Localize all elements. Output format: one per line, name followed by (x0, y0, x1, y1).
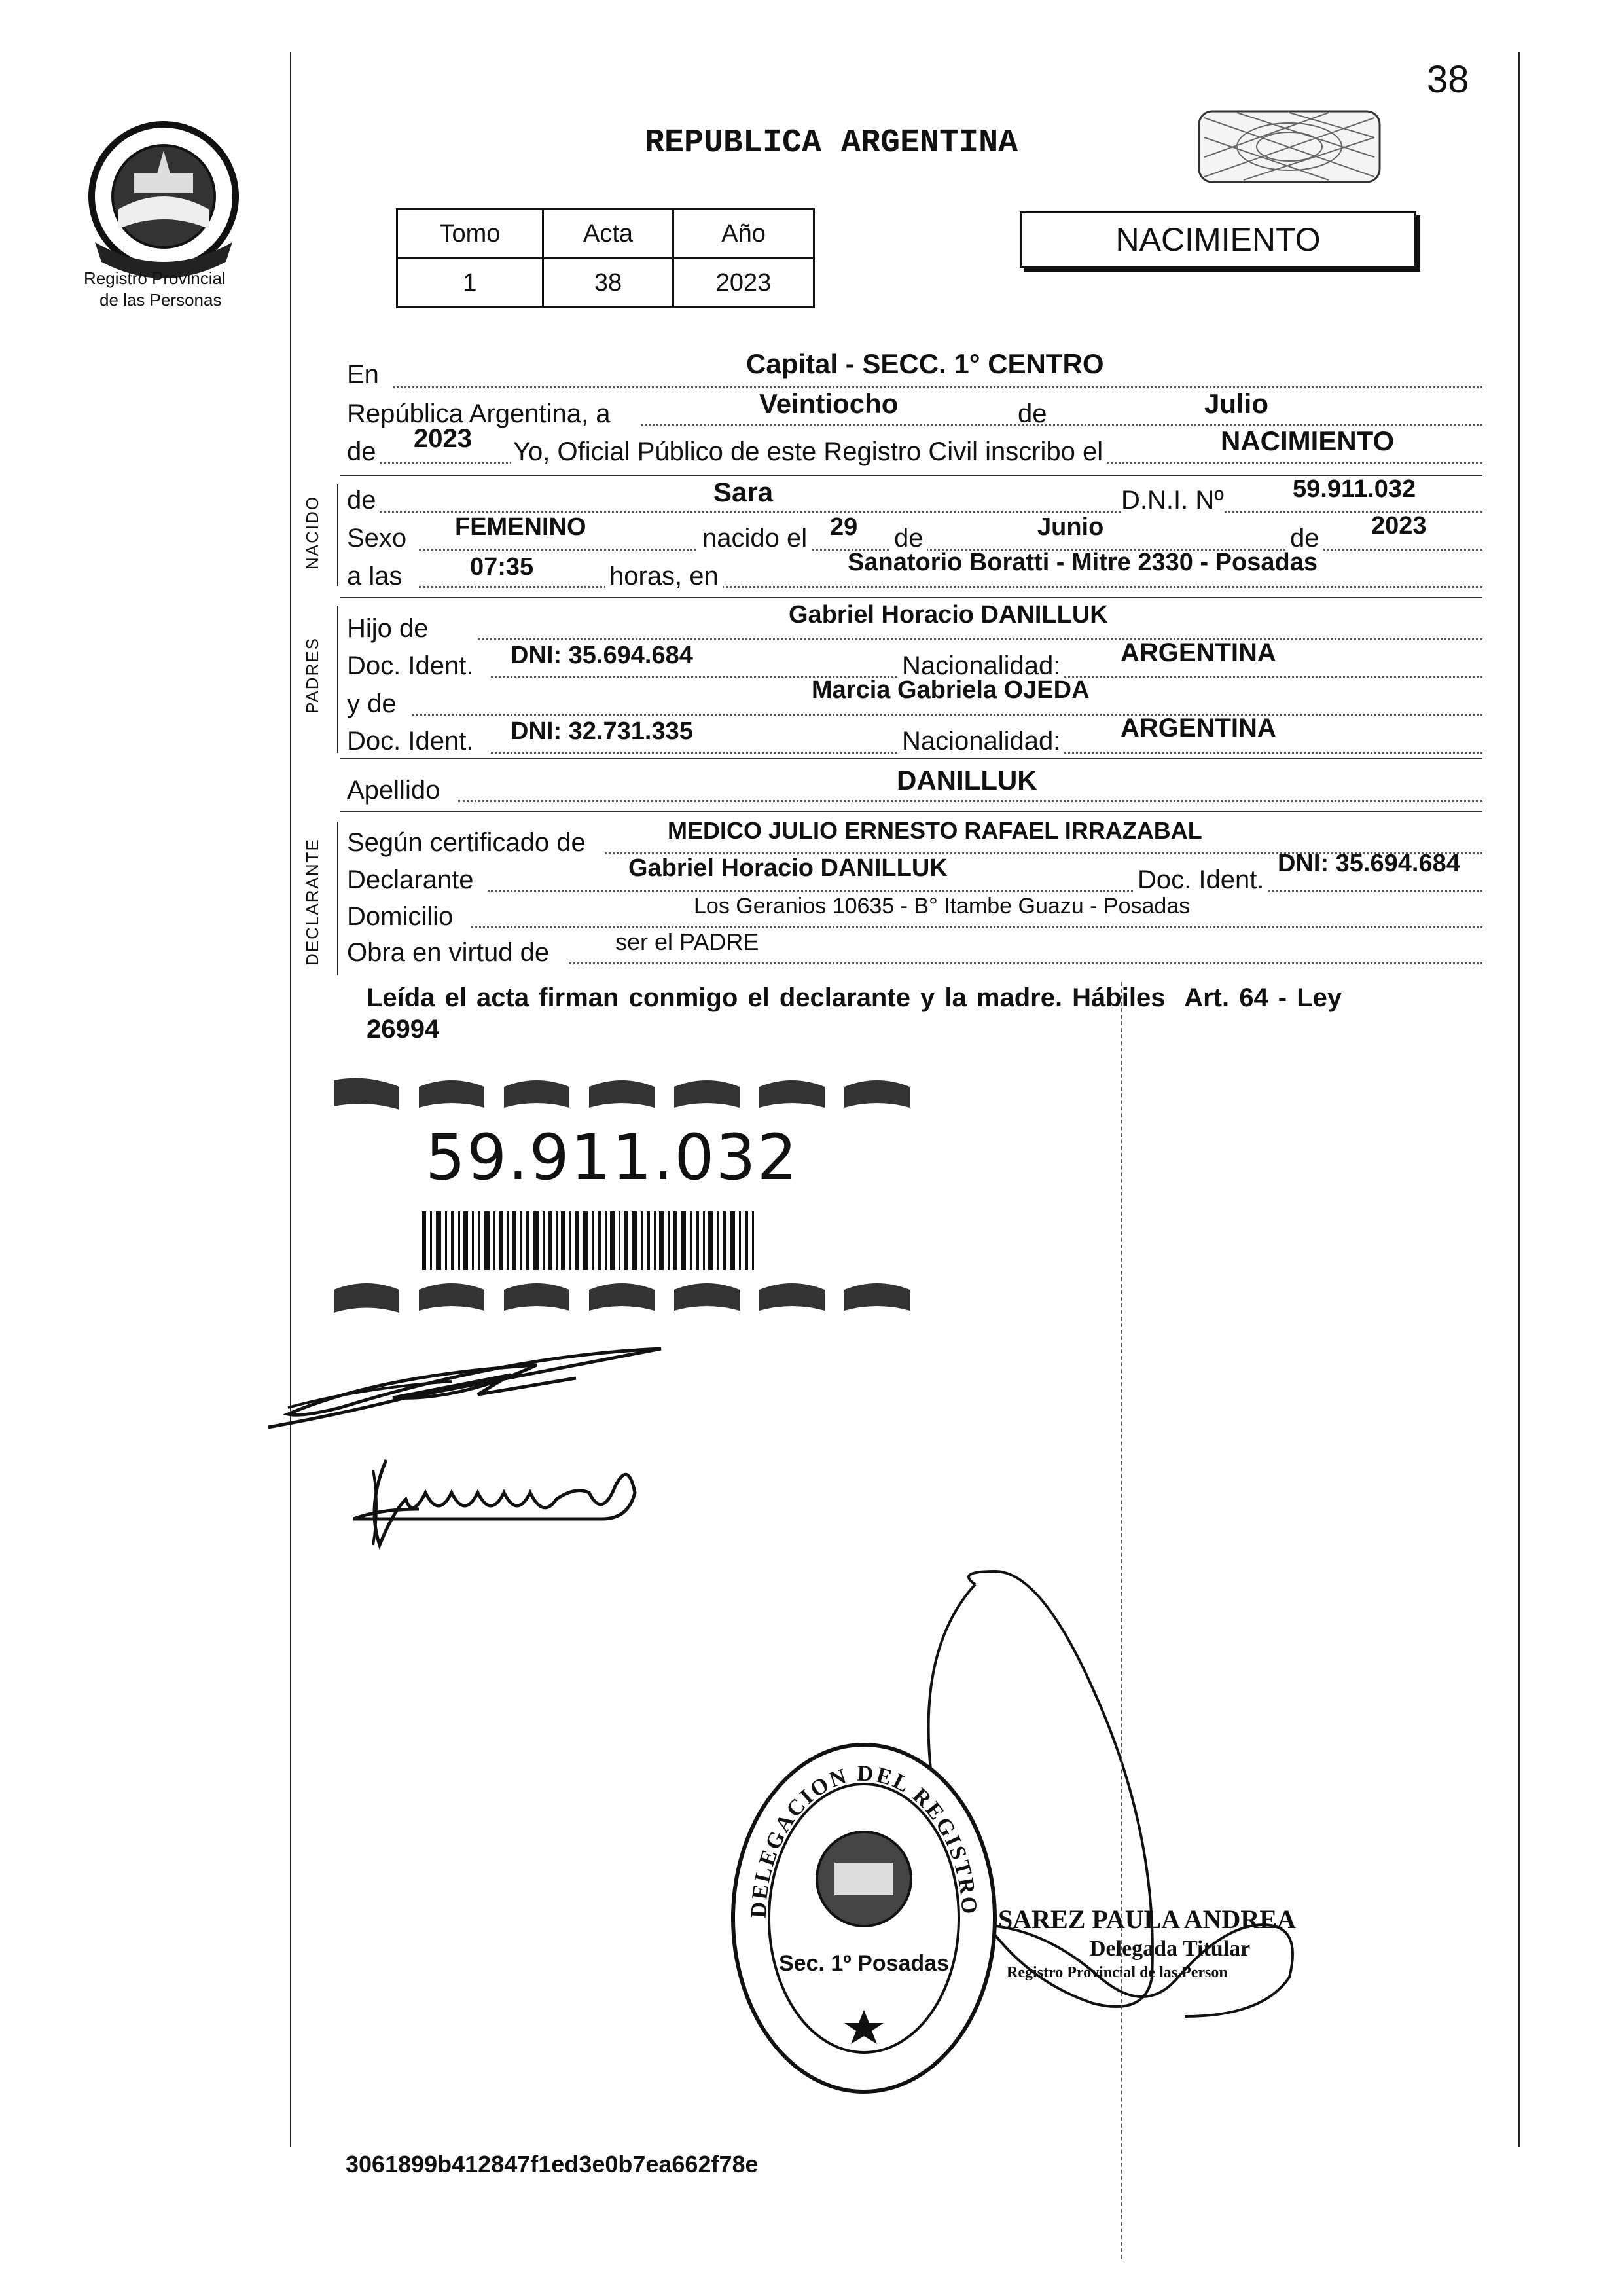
acta-value: 38 (543, 259, 673, 308)
acta-header: Acta (543, 210, 673, 259)
en-label: En (347, 360, 379, 389)
father-doc-value: DNI: 35.694.684 (511, 642, 693, 669)
place-value: Capital - SECC. 1° CENTRO (746, 348, 1104, 379)
right-margin-line (1518, 52, 1520, 2147)
org-name-line2: de las Personas (99, 290, 222, 310)
address-value: Los Geranios 10635 - B° Itambe Guazu - Posadas (694, 894, 1191, 919)
section-bracket (337, 606, 338, 753)
id-sticker (327, 1074, 916, 1322)
official-seal (726, 1735, 1001, 2102)
father-nationality-value: ARGENTINA (1121, 638, 1276, 667)
sexo-label: Sexo (347, 524, 407, 553)
section-bracket (337, 822, 338, 975)
nacionalidad-label: Nacionalidad: (898, 727, 1064, 756)
dotted-line (380, 511, 1482, 513)
declarant-doc-value: DNI: 35.694.684 (1278, 850, 1460, 877)
registry-table-value-row (397, 259, 814, 308)
doc-ident-label: Doc. Ident. (347, 727, 474, 756)
certificate-value: MEDICO JULIO ERNESTO RAFAEL IRRAZABAL (668, 817, 1202, 844)
registry-table (396, 208, 815, 308)
middle-dashed-line (1121, 982, 1122, 2259)
act-value: NACIMIENTO (1221, 426, 1395, 456)
year-value: 2023 (414, 424, 472, 453)
sticker-number: 59.911.032 (425, 1121, 798, 1194)
dotted-line (393, 386, 1482, 388)
registry-table-header-row (397, 210, 814, 259)
sticker-pattern (327, 1074, 916, 1322)
seal-inner-text: Sec. 1º Posadas (778, 1951, 950, 1976)
province-logo (79, 111, 249, 282)
de-label: de (890, 524, 927, 553)
month-value: Julio (1204, 388, 1269, 419)
officer-text: Yo, Oficial Público de este Registro Civil inscribo el (511, 437, 1105, 467)
republica-label: República Argentina, a (347, 399, 611, 428)
nacionalidad-label: Nacionalidad: (898, 651, 1064, 681)
divider (340, 758, 1482, 759)
nacido-de-label: de (347, 486, 376, 515)
closing-line-1: Leída el acta firman conmigo el declarante y la madre. Hábiles Art. 64 - Ley (367, 983, 1342, 1012)
section-bracket (337, 484, 338, 586)
mother-doc-value: DNI: 32.731.335 (511, 718, 693, 745)
dotted-line (478, 638, 1482, 640)
nacido-section-label: NACIDO (302, 495, 322, 570)
dotted-line (419, 586, 1482, 588)
dni-label: D.N.I. Nº (1121, 486, 1224, 515)
left-margin-line (290, 52, 291, 2147)
y-de-label: y de (347, 689, 397, 718)
page-number: 38 (1427, 58, 1469, 101)
doc-ident-label: Doc. Ident. (1134, 866, 1268, 895)
anio-header: Año (673, 210, 814, 259)
stamp-name: SAREZ PAULA ANDREA (998, 1904, 1296, 1934)
dotted-line (569, 962, 1482, 964)
a-las-label: a las (347, 562, 403, 591)
act-type-box (1020, 211, 1416, 268)
tomo-value: 1 (397, 259, 543, 308)
page-title: REPUBLICA ARGENTINA (645, 124, 1018, 162)
declarant-name-value: Gabriel Horacio DANILLUK (628, 854, 948, 882)
obra-label: Obra en virtud de (347, 938, 550, 967)
org-name-line1: Registro Provincial (84, 268, 226, 288)
time-value: 07:35 (470, 553, 534, 581)
seal-ring-text: DELEGACION DEL REGISTRO (746, 1761, 982, 1919)
doc-ident-label: Doc. Ident. (347, 651, 474, 680)
act-type-label: NACIMIENTO (1115, 221, 1321, 258)
nacido-el-label: nacido el (698, 524, 811, 553)
birth-day-value: 29 (830, 513, 858, 541)
mother-nationality-value: ARGENTINA (1121, 714, 1276, 742)
surname-value: DANILLUK (897, 765, 1037, 795)
divider (340, 597, 1482, 598)
declarante-section-label: DECLARANTE (302, 838, 322, 966)
sex-value: FEMENINO (455, 513, 586, 541)
mother-signature (327, 1447, 668, 1558)
divider (340, 811, 1482, 812)
de-label: de (1018, 399, 1047, 428)
dotted-line (412, 714, 1482, 716)
padres-section-label: PADRES (302, 637, 322, 714)
day-words-value: Veintiocho (759, 388, 899, 419)
hijo-de-label: Hijo de (347, 614, 429, 643)
dotted-line (488, 890, 1482, 892)
certificado-label: Según certificado de (347, 828, 586, 857)
mother-name-value: Marcia Gabriela OJEDA (812, 676, 1090, 704)
closing-line-2: 26994 (367, 1015, 440, 1044)
de-label: de (347, 437, 376, 466)
stamp-org: Registro Provincial de las Person (1007, 1964, 1228, 1981)
birth-place-value: Sanatorio Boratti - Mitre 2330 - Posadas (848, 549, 1318, 576)
declarant-signature (262, 1336, 687, 1440)
de-label: de (1286, 524, 1323, 553)
birth-month-value: Junio (1037, 513, 1104, 541)
domicilio-label: Domicilio (347, 902, 454, 931)
reason-value: ser el PADRE (615, 928, 759, 955)
father-name-value: Gabriel Horacio DANILLUK (789, 601, 1108, 629)
tomo-header: Tomo (397, 210, 543, 259)
security-hologram (1198, 105, 1381, 190)
child-name-value: Sara (713, 477, 774, 507)
declarante-label: Declarante (347, 866, 474, 894)
horas-label: horas, en (605, 562, 723, 591)
stamp-title: Delegada Titular (1090, 1937, 1251, 1961)
anio-value: 2023 (673, 259, 814, 308)
birth-year-value: 2023 (1371, 512, 1427, 539)
apellido-label: Apellido (347, 776, 440, 805)
document-hash: 3061899b412847f1ed3e0b7ea662f78e (346, 2151, 759, 2178)
dotted-line (458, 800, 1482, 802)
child-dni-value: 59.911.032 (1293, 475, 1416, 503)
